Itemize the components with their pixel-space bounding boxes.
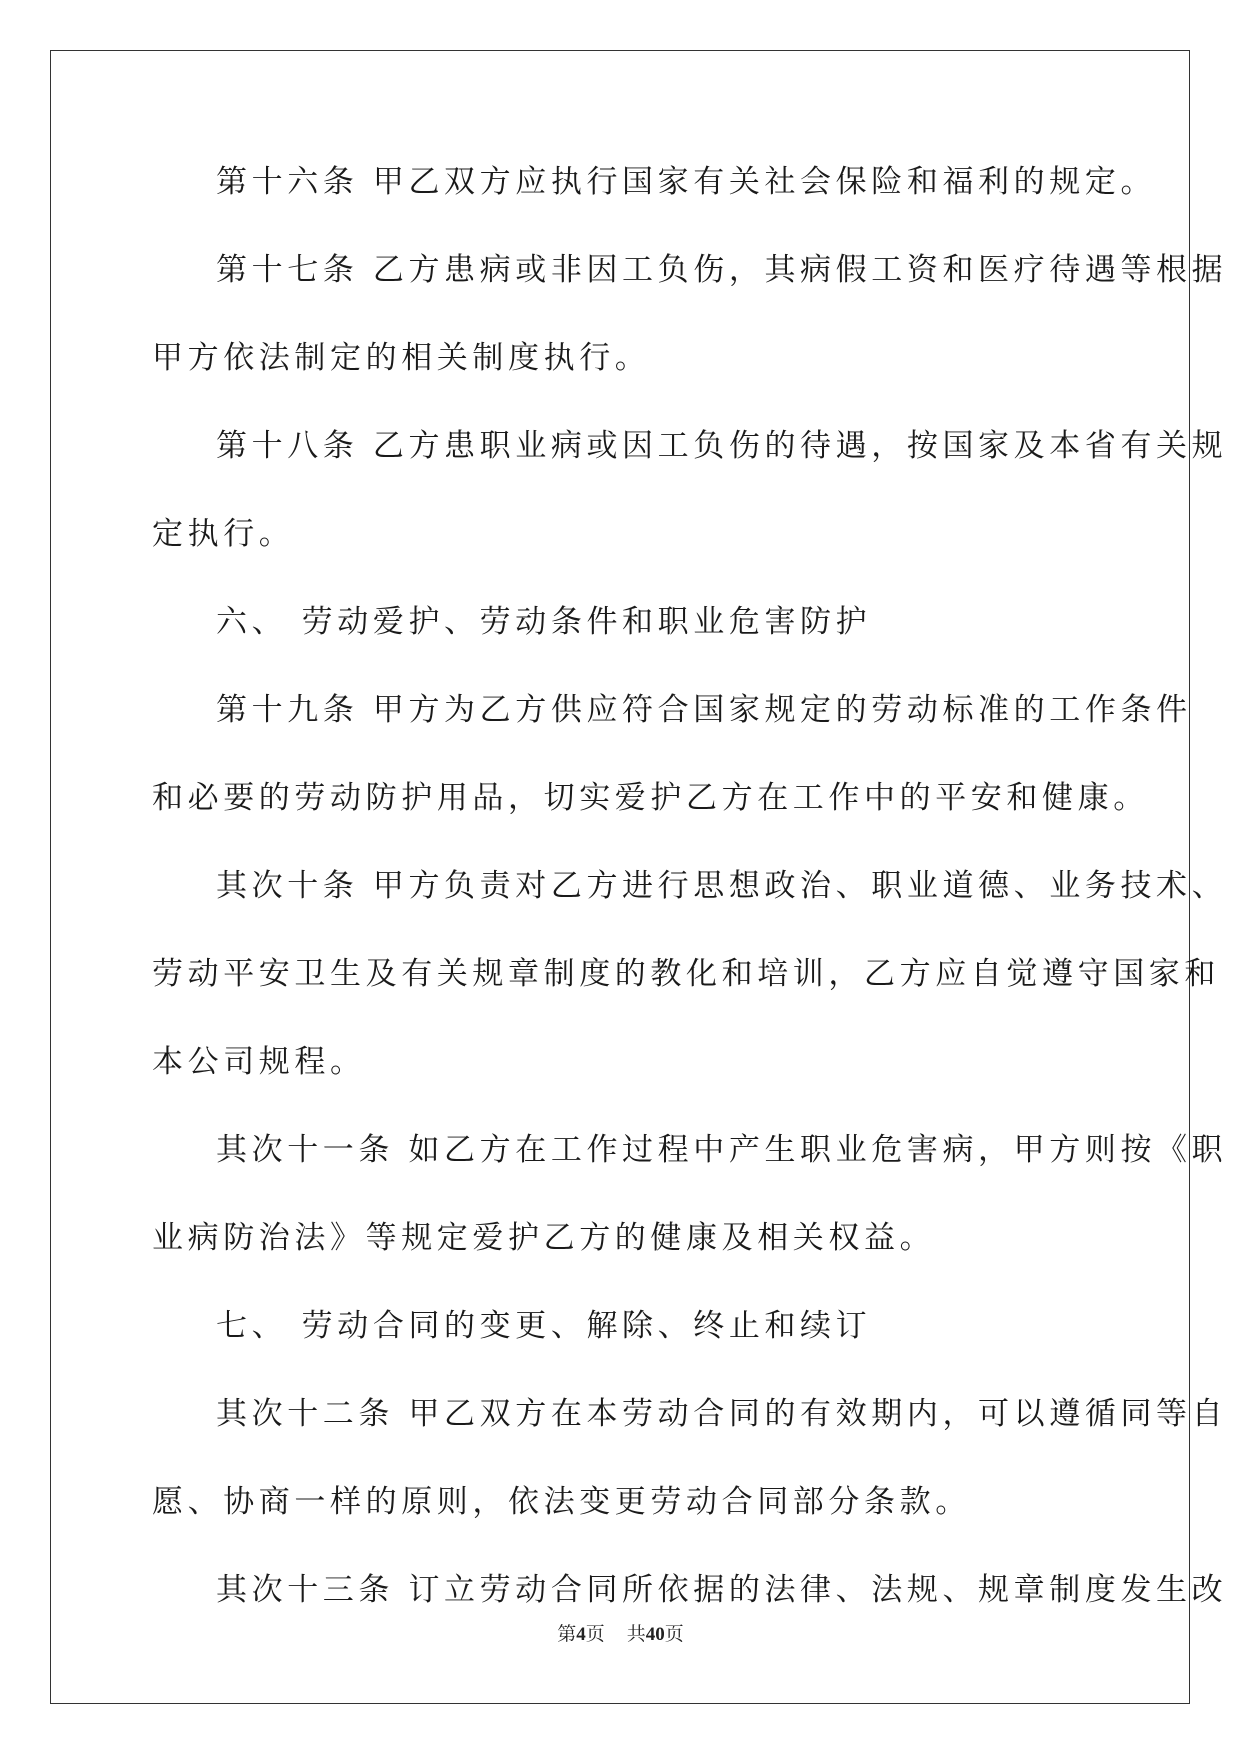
article-21-line-2: 业病防治法》等规定爱护乙方的健康及相关权益。 (152, 1220, 936, 1256)
document-body (152, 158, 1228, 1654)
page-suffix: 页 (585, 1624, 605, 1645)
article-19-line-1: 第十九条 甲方为乙方供应符合国家规定的劳动标准的工作条件 (216, 692, 1192, 728)
page-footer (0, 1619, 1241, 1646)
total-prefix: 共 (626, 1624, 646, 1645)
article-19-line-2: 和必要的劳动防护用品，切实爱护乙方在工作中的平安和健康。 (152, 780, 1149, 816)
section-7-heading: 七、 劳动合同的变更、解除、终止和续订 (216, 1308, 872, 1344)
article-17-line-1: 第十七条 乙方患病或非因工负伤，其病假工资和医疗待遇等根据 (216, 252, 1228, 288)
article-21-line-1: 其次十一条 如乙方在工作过程中产生职业危害病，甲方则按《职 (216, 1132, 1228, 1168)
article-17-line-2: 甲方依法制定的相关制度执行。 (152, 340, 651, 376)
page-prefix: 第 (557, 1624, 577, 1645)
total-pages: 40 (645, 1624, 665, 1645)
article-22-line-1: 其次十二条 甲乙双方在本劳动合同的有效期内，可以遵循同等自 (216, 1396, 1228, 1432)
article-18-line-1: 第十八条 乙方患职业病或因工负伤的待遇，按国家及本省有关规 (216, 428, 1228, 464)
article-20-line-2: 劳动平安卫生及有关规章制度的教化和培训，乙方应自觉遵守国家和 (152, 956, 1220, 992)
article-20-line-3: 本公司规程。 (152, 1044, 366, 1080)
total-suffix: 页 (664, 1624, 684, 1645)
section-6-heading: 六、 劳动爱护、劳动条件和职业危害防护 (216, 604, 872, 640)
article-22-line-2: 愿、协商一样的原则，依法变更劳动合同部分条款。 (152, 1484, 971, 1520)
article-23-line-1: 其次十三条 订立劳动合同所依据的法律、法规、规章制度发生改 (216, 1572, 1228, 1608)
article-20-line-1: 其次十条 甲方负责对乙方进行思想政治、职业道德、业务技术、 (216, 868, 1228, 904)
page-number: 4 (576, 1624, 586, 1645)
article-16: 第十六条 甲乙双方应执行国家有关社会保险和福利的规定。 (216, 164, 1157, 200)
article-18-line-2: 定执行。 (152, 516, 295, 552)
